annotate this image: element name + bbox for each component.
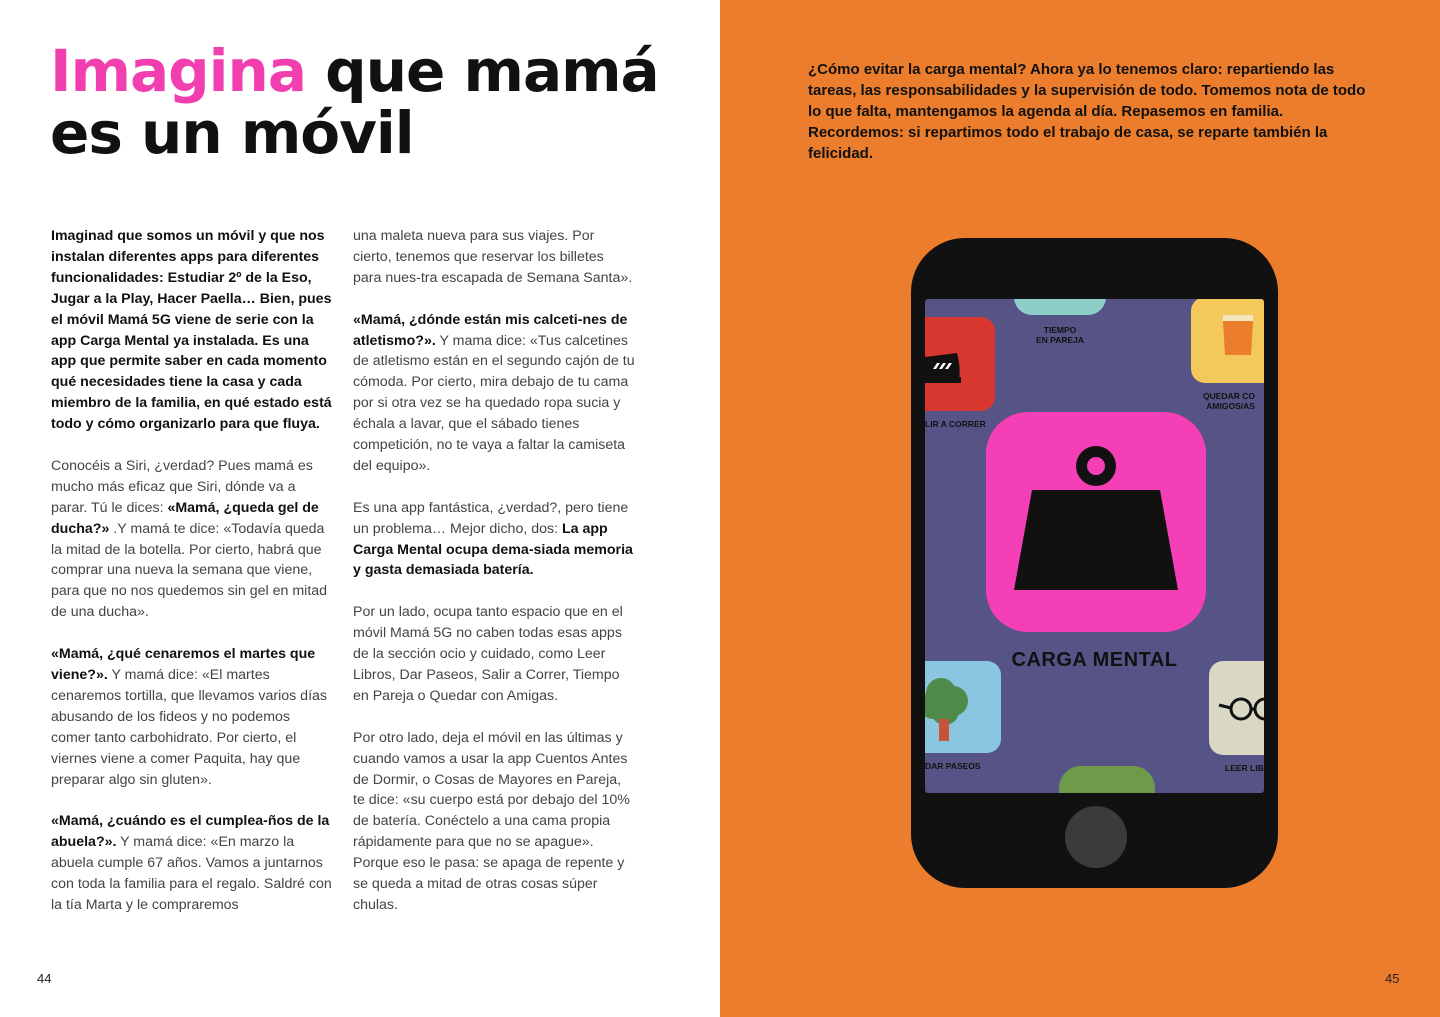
home-button <box>1065 806 1127 868</box>
text-column-2 <box>353 226 635 937</box>
leer-libros-label: LEER LIB <box>1225 763 1264 773</box>
carga-mental-label: CARGA MENTAL <box>1011 649 1178 671</box>
phone-screen <box>925 299 1264 793</box>
tiempo-en-pareja-app-icon <box>1014 299 1106 315</box>
glasses-icon <box>1209 661 1264 755</box>
paragraph-text: Y mamá dice: «El martes cenaremos tortilla, que llevamos varios días abusando de los fideos y no podemos comer tanto carbohidrato. Por cierto, el viernes viene a comer Paquita, hay que preparar algo sin gluten». <box>51 667 327 788</box>
paragraph-text: Conocéis a Siri, ¿verdad? Pues mamá es mucho más eficaz que Siri, dónde va a parar. Tú le dices: <box>51 457 313 516</box>
question-text: «Mamá, ¿qué cenaremos el martes que viene?». <box>51 646 316 683</box>
green-app-icon <box>1059 766 1155 793</box>
tiempo-en-pareja-label: TIEMPO EN PAREJA <box>1035 325 1085 345</box>
page-number-left: 44 <box>37 971 52 986</box>
tree-app-icon <box>925 661 1001 753</box>
intro-text: ¿Cómo evitar la carga mental? Ahora ya lo tenemos claro: repartiendo las tareas, las responsabilidades y la supervisión de todo. Tomemos nota de todo lo que falta, mantengamos la agenda al día. Repasemos en familia. Recordemos: si repartimos todo el trabajo de casa, se reparte también la felicidad. <box>808 61 1366 162</box>
paragraph-maleta: una maleta nueva para sus viajes. Por cierto, tenemos que reservar los billetes para nues-tra escapada de Semana Santa». <box>353 228 633 286</box>
lead-paragraph: Imaginad que somos un móvil y que nos instalan diferentes apps para diferentes funcionalidades: Estudiar 2º de la Eso, Jugar a la Play, Hacer Paella… Bien, pues el móvil Mamá 5G viene de serie con la app Carga Mental ya instalada. Es una app que permite saber en cada momento qué necesidades tiene la casa y cada miembro de la familia, en qué estado está todo y cómo organizarlo para que fluya. <box>51 228 332 433</box>
paragraph-espacio: Por un lado, ocupa tanto espacio que en el móvil Mamá 5G no caben todas esas apps de la sección ocio y cuidado, como Leer Libros, Dar Paseos, Salir a Correr, Tiempo en Pareja o Quedar con Amigas. <box>353 604 623 704</box>
paragraph-bateria: Por otro lado, deja el móvil en las últimas y cuando vamos a usar la app Cuentos Antes de Dormir, o Cosas de Mayores en Pareja, te dice: «su cuerpo está por debajo del 10% de batería. Conéctelo a una cama propia rápidamente para que no se apague». Porque eso le pasa: se apaga de repente y se queda a mitad de otras cosas súper chulas. <box>353 729 630 913</box>
right-page <box>720 0 1440 1017</box>
tree-icon <box>925 661 1001 753</box>
question-text: «Mamá, ¿queda gel de ducha?» <box>51 499 319 537</box>
question-text: «Mamá, ¿cuándo es el cumplea-ños de la abuela?». <box>51 813 330 851</box>
paragraph-calcetines <box>353 310 635 477</box>
paragraph-siri <box>51 456 333 623</box>
beer-glass-icon <box>1191 299 1264 383</box>
running-shoe-app-icon <box>925 317 995 411</box>
paragraph-cena <box>51 644 333 790</box>
question-text: «Mamá, ¿dónde están mis calceti-nes de atletismo?». <box>353 311 628 349</box>
running-shoe-icon <box>925 317 995 411</box>
text-column-1 <box>51 226 333 937</box>
phone-illustration <box>911 238 1278 888</box>
page-title <box>50 37 670 167</box>
title-rest: que mamá es un móvil <box>50 37 659 167</box>
beer-glass-app-icon <box>1191 299 1264 383</box>
glasses-app-icon <box>1209 661 1264 755</box>
page-number-right: 45 <box>1385 971 1400 986</box>
highlight-text: La app Carga Mental ocupa dema-siada memoria y gasta demasiada batería. <box>353 520 633 579</box>
dar-paseos-label: DAR PASEOS <box>925 761 981 771</box>
paragraph-text: Y mama dice: «Tus calcetines de atletismo están en el segundo cajón de tu cómoda. Por cierto, mira debajo de tu cama por si otra vez se ha quedado ropa sucia y échala a lavar, que el sábado tienes competición, no te vaya a faltar la camiseta del equipo». <box>353 332 635 474</box>
salir-a-correr-label: LIR A CORRER <box>925 419 986 429</box>
paragraph-text: .Y mamá te dice: «Todavía queda la mitad de la botella. Por cierto, habrá que comprar una nueva la semana que viene, para que no nos quedemos sin gel en mitad de una ducha». <box>51 520 328 621</box>
quedar-con-amigos-label: QUEDAR CO AMIGOS/AS <box>1203 391 1255 411</box>
title-accent: Imagina <box>50 37 306 105</box>
paragraph-cumple <box>51 811 333 916</box>
weight-icon <box>986 412 1206 632</box>
paragraph-text: Y mamá dice: «En marzo la abuela cumple 67 años. Vamos a juntarnos con toda la familia para el regalo. Saldré con la tía Marta y le compraremos <box>51 834 332 913</box>
paragraph-text: Es una app fantástica, ¿verdad?, pero tiene un problema… Mejor dicho, dos: <box>353 499 629 537</box>
paragraph-problema <box>353 498 635 582</box>
carga-mental-app-icon <box>986 412 1206 632</box>
